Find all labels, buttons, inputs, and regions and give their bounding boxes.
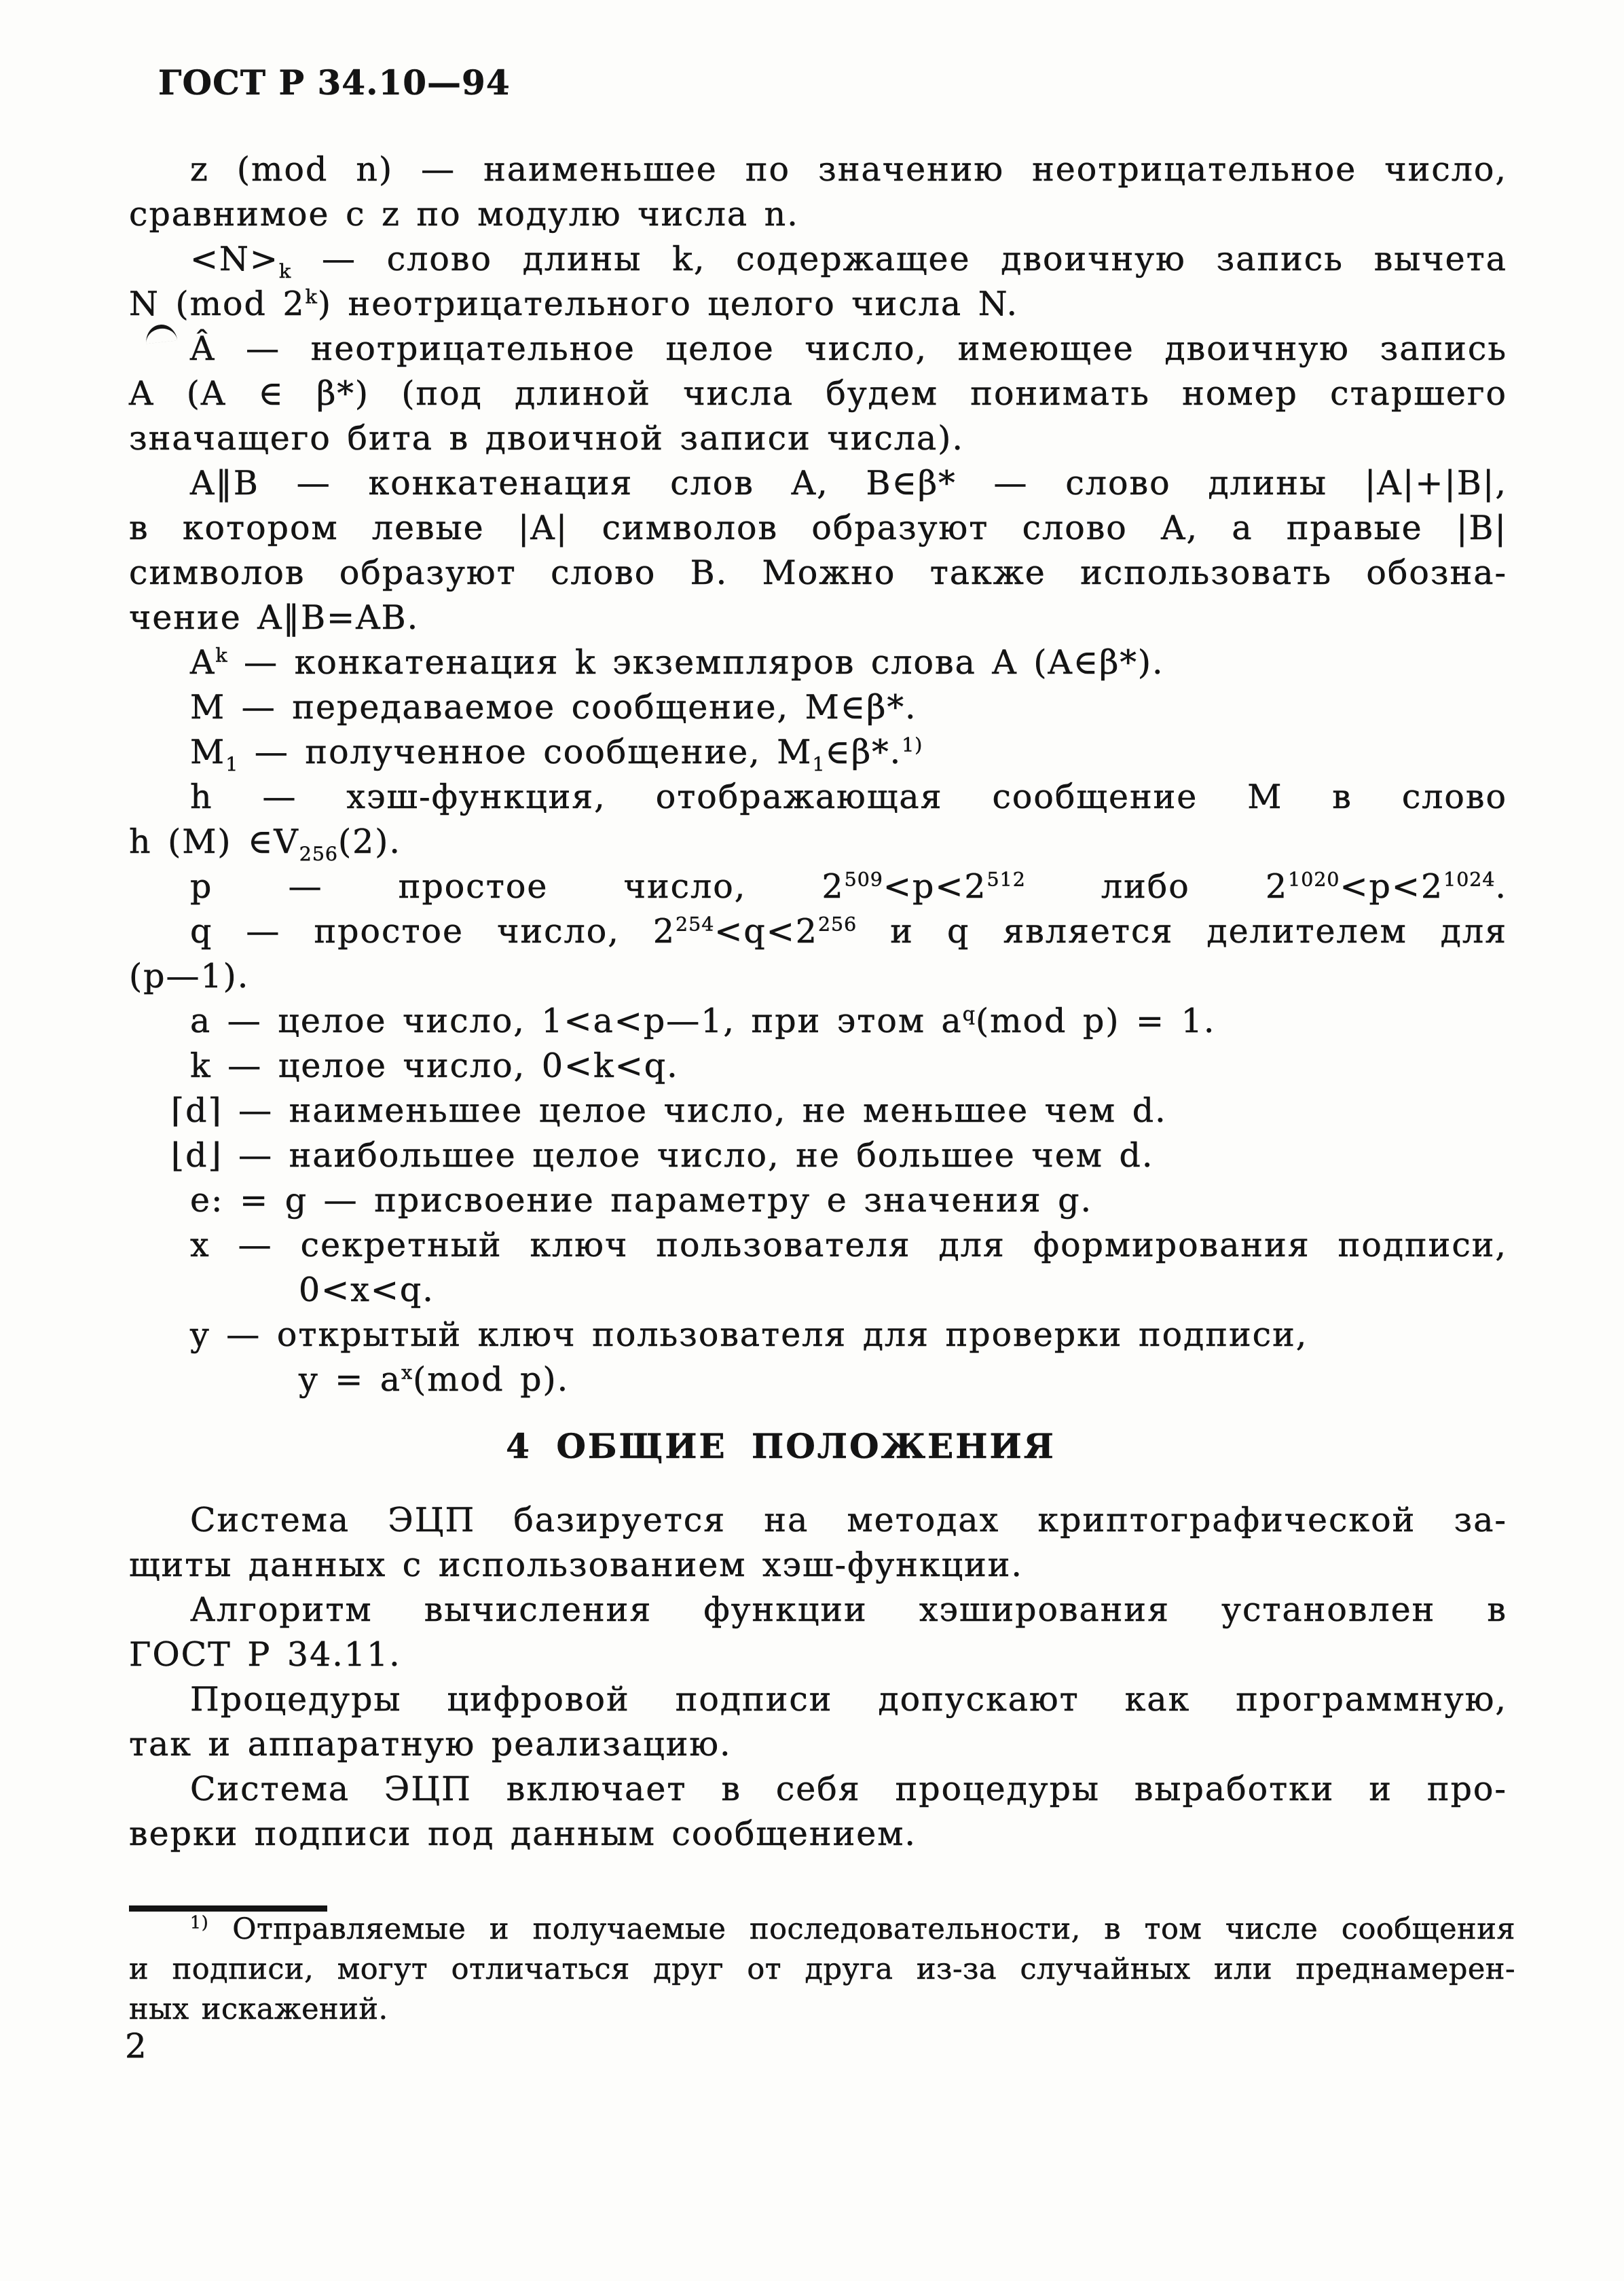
notation-term-line: p — простое число, $2^{509}<p<2^{512}$ либо $2^{1020}<p<2^{1024}$. <box>190 867 1507 906</box>
notation-term-line: N (mod 2$^k$) неотрицательного целого числа N. <box>129 285 1019 323</box>
notation-term-line: y — открытый ключ пользователя для проверки подписи, <box>190 1315 1308 1354</box>
notation-term-line: символов образуют слово B. Можно также использовать обозна- <box>129 553 1507 592</box>
general-provision-line: ГОСТ Р 34.11. <box>129 1635 401 1674</box>
document-code-header: ГОСТ Р 34.10—94 <box>158 62 511 103</box>
general-provision-line: Алгоритм вычисления функции хэширования установлен в <box>190 1590 1507 1629</box>
notation-term-line: h — хэш-функция, отображающая сообщение M в слово <box>190 778 1507 816</box>
notation-term-line: A‖B — конкатенация слов A, B∈β* — слово длины |A|+|B|, <box>190 464 1507 503</box>
notation-term-line: k — целое число, 0<k<q. <box>190 1046 679 1085</box>
notation-term-line: $y = a^x(mod$ p). <box>299 1360 570 1399</box>
notation-terms-list <box>129 147 1507 1402</box>
notation-term-line: $M_1$ — полученное сообщение, $M_1\in\beta*.^{1)}$ <box>190 733 923 775</box>
footnote-line: и подписи, могут отличаться друг от друга из-за случайных или преднамерен- <box>129 1952 1515 1986</box>
notation-term-line: a — целое число, 1<a<p—1, при этом $a^q(mod$ p) = 1. <box>190 1002 1216 1040</box>
general-provision-line: Система ЭЦП базируется на методах криптографической за- <box>190 1501 1507 1539</box>
general-provision-line: так и аппаратную реализацию. <box>129 1725 732 1764</box>
notation-term-line: $A^k$ — конкатенация k экземпляров слова A (A∈β*). <box>190 643 1164 682</box>
notation-term-line: (p—1). <box>129 957 250 996</box>
notation-term-line: в котором левые |A| символов образуют слово A, а правые |B| <box>129 509 1507 547</box>
section-heading: 4 ОБЩИЕ ПОЛОЖЕНИЯ <box>506 1426 1056 1466</box>
notation-term-line: ⌊d⌋ — наибольшее целое число, не большее чем d. <box>171 1136 1154 1175</box>
notation-term-line: Â — неотрицательное целое число, имеющее двоичную запись <box>190 329 1507 368</box>
general-provision-line: щиты данных с использованием хэш-функции. <box>129 1546 1023 1584</box>
notation-term-line: z (mod n) — наименьшее по значению неотрицательное число, <box>190 150 1507 189</box>
notation-term-line: ⌈d⌉ — наименьшее целое число, не меньшее чем d. <box>171 1091 1167 1130</box>
general-provision-line: Система ЭЦП включает в себя процедуры выработки и про- <box>190 1770 1507 1808</box>
notation-term-line: сравнимое с z по модулю числа n. <box>129 195 799 234</box>
notation-term-line: чение A‖B=AB. <box>129 598 420 637</box>
footnote-line: $^{1)}$ Отправляемые и получаемые последовательности, в том числе сообщения <box>190 1912 1515 1946</box>
page-number: 2 <box>125 2026 147 2066</box>
notation-term-line: h (M) $\in V_{256}(2)$. <box>129 822 401 865</box>
notation-term-line: значащего бита в двоичной записи числа). <box>129 419 964 458</box>
general-provision-line: верки подписи под данным сообщением. <box>129 1814 917 1853</box>
notation-term-line: e: = g — присвоение параметру e значения g. <box>190 1181 1093 1220</box>
general-provision-line: Процедуры цифровой подписи допускают как программную, <box>190 1680 1507 1719</box>
notation-term-line: M — передаваемое сообщение, M∈β*. <box>190 688 917 727</box>
notation-term-line: q — простое число, $2^{254}<q<2^{256}$ и q является делителем для <box>190 912 1507 951</box>
notation-term-line: $<N>_k$ — слово длины k, содержащее двоичную запись вычета <box>190 240 1507 282</box>
general-provisions-paragraphs <box>129 1498 1507 1857</box>
notation-term-line: x — секретный ключ пользователя для формирования подписи, <box>190 1226 1507 1264</box>
notation-term-line: 0<x<q. <box>299 1271 435 1309</box>
footnote-line: ных искажений. <box>129 1992 388 2026</box>
notation-term-line: A (A ∈ β*) (под длиной числа будем понимать номер старшего <box>129 374 1507 413</box>
footnote <box>129 1910 1515 2030</box>
